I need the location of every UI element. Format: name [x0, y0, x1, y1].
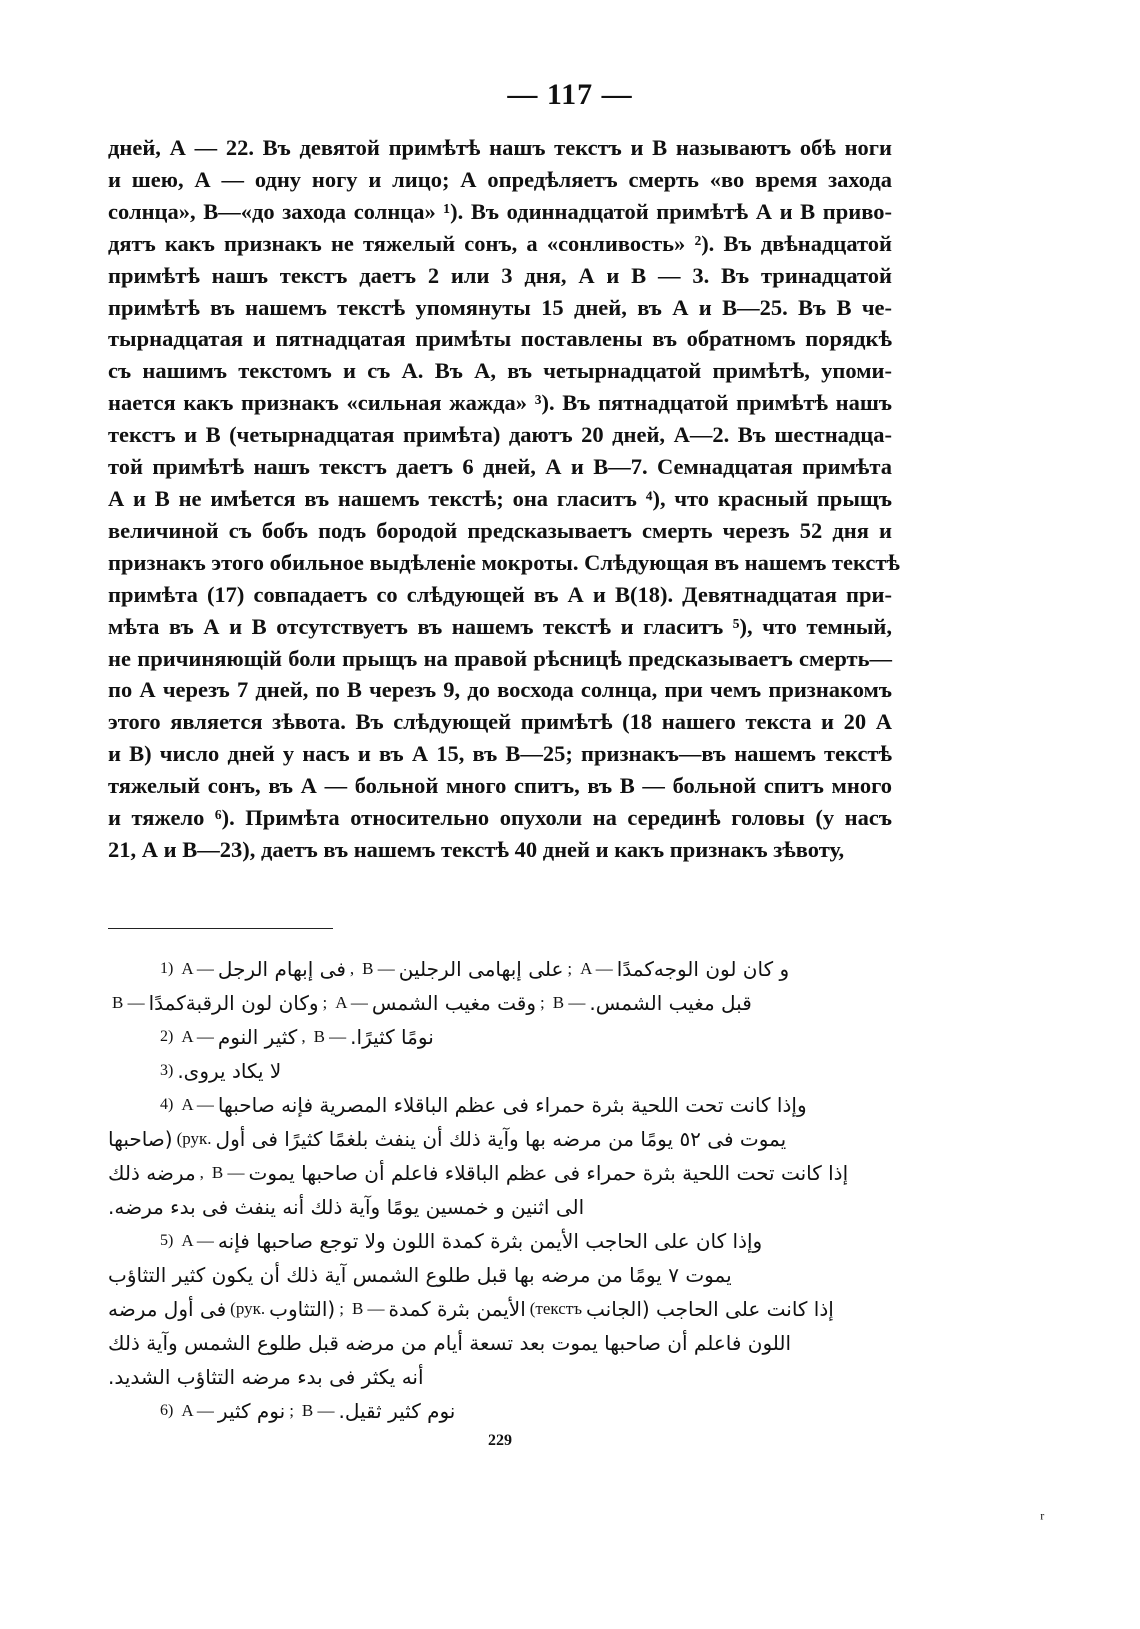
arabic-text: كمدًا — [616, 957, 654, 981]
arabic-text: يموت فى ٥٢ يومًا من مرضه بها وآية ذلك أن ينفث بلغمًا كثيرًا فى أول — [215, 1127, 787, 1151]
manuscript-note: (рук. — [230, 1299, 266, 1318]
text-line: нается какъ признакъ «сильная жажда» ³). Въ пятнадцатой примѣтѣ нашъ — [108, 390, 892, 416]
footnote-4-line-3: مرضه ذلك , B — إذا كانت تحت اللحية بثرة حمراء فى عظم الباقلاء فاعلم أن صاحبها يموت — [108, 1156, 908, 1190]
text-line: примѣтѣ въ нашемъ текстѣ упомянуты 15 дней, въ А и В—25. Въ В че- — [108, 294, 892, 320]
arabic-text: يموت ٧ يومًا من مرضه بها قبل طلوع الشمس آية ذلك أن يكون كثير التثاؤب — [108, 1263, 732, 1287]
text-line: той примѣтѣ нашъ текстъ даетъ 6 дней, А и В—7. Семнадцатая примѣта — [108, 454, 892, 480]
footnote-number: 6) — [160, 1402, 174, 1419]
arabic-text: وإذا كانت تحت اللحية بثرة حمراء فى عظم الباقلاء المصرية فإنه صاحبها — [217, 1093, 807, 1117]
footnote-1: 1) A — فى إبهام الرجل , B — على إبهامى الرجلين ; A — كمدًا و كان لون الوجه — [108, 952, 908, 986]
arabic-text: الى اثنين و خمسين يومًا وآية ذلك أنه ينفث فى بدء مرضه. — [108, 1195, 585, 1219]
arabic-text: (صاحبها — [108, 1127, 173, 1151]
footnote-number: 5) — [160, 1232, 174, 1249]
signature-mark: 229 — [488, 1432, 512, 1449]
footnote-3 — [108, 1054, 908, 1088]
text-line: и В) число дней у насъ и въ А 15, въ В—25; признакъ—въ нашемъ текстѣ — [108, 741, 892, 767]
arabic-text: و كان لون الوجه — [653, 957, 790, 981]
arabic-text: نوم كثير — [217, 1399, 286, 1423]
footnote-4 — [108, 1088, 908, 1122]
text-line: съ нашимъ текстомъ и съ А. Въ А, въ четырнадцатой примѣтѣ, упоми- — [108, 358, 892, 384]
manuscript-label: B — — [313, 1027, 347, 1046]
footnote-5-line-4 — [108, 1326, 908, 1360]
text-line: текстъ и В (четырнадцатая примѣта) даютъ 20 дней, А—2. Въ шестнадца- — [108, 422, 892, 448]
footnote-number: 1) — [160, 960, 174, 977]
arabic-text: أنه يكثر فى بدء مرضه التثاؤب الشديد. — [108, 1365, 424, 1389]
arabic-text: لا يكاد يروى. — [177, 1059, 282, 1083]
manuscript-note: (рук. — [176, 1129, 212, 1148]
footnote-5-line-5 — [108, 1360, 908, 1394]
manuscript-label: B — — [552, 993, 586, 1012]
footnote-1-continued: B — كمدًا وكان لون الرقبة ; A — وقت مغيب الشمس ; B — قبل مغيب الشمس. — [108, 986, 908, 1020]
arabic-text: نوم كثير ثقيل. — [338, 1399, 456, 1423]
footnote-5 — [108, 1224, 908, 1258]
text-line: примѣтѣ нашъ текстъ даетъ 2 или 3 дня, А и В — 3. Въ тринадцатой — [108, 262, 892, 288]
manuscript-label: A — — [181, 1095, 214, 1114]
manuscript-label: B — — [301, 1401, 335, 1420]
margin-mark: ʳ — [1040, 1508, 1045, 1530]
text-line: тырнадцатая и пятнадцатая примѣты поставлены въ обратномъ порядкѣ — [108, 326, 892, 352]
text-line: признакъ этого обильное выдѣленіе мокроты. Слѣдующая въ нашемъ текстѣ — [108, 549, 900, 575]
footnote-6: 6) A — نوم كثير ; B — نوم كثير ثقيل. — [108, 1394, 908, 1428]
manuscript-label: B — — [362, 959, 395, 978]
footnote-4-line-4 — [108, 1190, 908, 1224]
footnote-5-line-3: فى أول مرضه (рук. (التثاوب ; B — الأيمن بثرة كمدة (текстъ إذا كانت على الحاجب (الجانب — [108, 1292, 908, 1326]
text-line: этого является зѣвота. Въ слѣдующей примѣтѣ (18 нашего текста и 20 А — [108, 709, 892, 735]
text-line: 21, А и В—23), даетъ въ нашемъ текстѣ 40 дней и какъ признакъ зѣвоту, — [108, 836, 845, 862]
manuscript-label: A — — [181, 1027, 214, 1046]
footnote-number: 4) — [160, 1096, 174, 1113]
text-line: мѣта въ А и В отсутствуетъ въ нашемъ текстѣ и гласитъ ⁵), что темный, — [108, 613, 892, 639]
text-line: величиной съ бобъ подъ бородой предсказываетъ смерть черезъ 52 дня и — [108, 517, 892, 543]
arabic-text: اللون فاعلم أن صاحبها يموت بعد تسعة أيام من مرضه قبل طلوع الشمس وآية ذلك — [108, 1331, 792, 1355]
arabic-text: إذا كانت على الحاجب (الجانب — [586, 1297, 834, 1321]
manuscript-label: B — — [112, 993, 145, 1012]
manuscript-label: B — — [211, 1163, 245, 1182]
text-line: по А черезъ 7 дней, по В черезъ 9, до восхода солнца, при чемъ признакомъ — [108, 677, 892, 703]
footnotes — [108, 952, 908, 1428]
text-line: А и В не имѣется въ нашемъ текстѣ; она гласитъ ⁴), что красный прыщъ — [108, 485, 892, 511]
text-line: не причиняющій боли прыщъ на правой рѣсницѣ предсказываетъ смерть— — [108, 645, 892, 671]
footnote-divider — [108, 928, 333, 929]
footnote-number: 2) — [160, 1028, 174, 1045]
arabic-text: كمدًا — [148, 991, 186, 1015]
manuscript-label: A — — [181, 1231, 214, 1250]
arabic-text: فى إبهام الرجل — [217, 957, 346, 981]
arabic-text: وقت مغيب الشمس — [371, 991, 537, 1015]
manuscript-label: A — — [335, 993, 368, 1012]
footnote-5-line-2 — [108, 1258, 908, 1292]
text-line: солнца», В—«до захода солнца» ¹). Въ одиннадцатой примѣтѣ А и В приво- — [108, 198, 892, 224]
text-line: примѣта (17) совпадаетъ со слѣдующей въ А и В(18). Девятнадцатая при- — [108, 581, 892, 607]
manuscript-label: B — — [351, 1299, 385, 1318]
arabic-text: وإذا كان على الحاجب الأيمن بثرة كمدة اللون ولا توجع صاحبها فإنه — [217, 1229, 763, 1253]
arabic-text: قبل مغيب الشمس. — [589, 991, 752, 1015]
main-paragraph — [108, 132, 900, 866]
arabic-text: إذا كانت تحت اللحية بثرة حمراء فى عظم الباقلاء فاعلم أن صاحبها يموت — [248, 1161, 849, 1185]
arabic-text: وكان لون الرقبة — [185, 991, 319, 1015]
footnote-4-line-2 — [108, 1122, 908, 1156]
footnote-number: 3) — [160, 1062, 174, 1079]
manuscript-label: A — — [181, 959, 214, 978]
page-number: — 117 — — [507, 78, 633, 111]
manuscript-label: A — — [580, 959, 613, 978]
arabic-text: الأيمن بثرة كمدة — [388, 1297, 526, 1321]
manuscript-label: A — — [181, 1401, 214, 1420]
text-line: дней, А — 22. Въ девятой примѣтѣ нашъ текстъ и В называютъ обѣ ноги — [108, 135, 892, 160]
text-line: дятъ какъ признакъ не тяжелый сонъ, а «сонливость» ²). Въ двѣнадцатой — [108, 230, 892, 256]
manuscript-note: (текстъ — [529, 1299, 583, 1318]
arabic-text: فى أول مرضه — [108, 1297, 227, 1321]
text-line: тяжелый сонъ, въ А — больной много спитъ, въ В — больной спитъ много — [108, 773, 892, 799]
arabic-text: كثير النوم — [217, 1025, 298, 1049]
arabic-text: مرضه ذلك — [108, 1161, 196, 1185]
text-line: и тяжело ⁶). Примѣта относительно опухоли на серединѣ головы (у насъ — [108, 805, 892, 831]
text-line: и шею, А — одну ногу и лицо; А опредѣляетъ смерть «во время захода — [108, 166, 892, 192]
arabic-text: نومًا كثيرًا. — [350, 1025, 434, 1049]
arabic-text: (التثاوب — [269, 1297, 336, 1321]
arabic-text: على إبهامى الرجلين — [398, 957, 564, 981]
footnote-2: 2) A — كثير النوم , B — نومًا كثيرًا. — [108, 1020, 908, 1054]
